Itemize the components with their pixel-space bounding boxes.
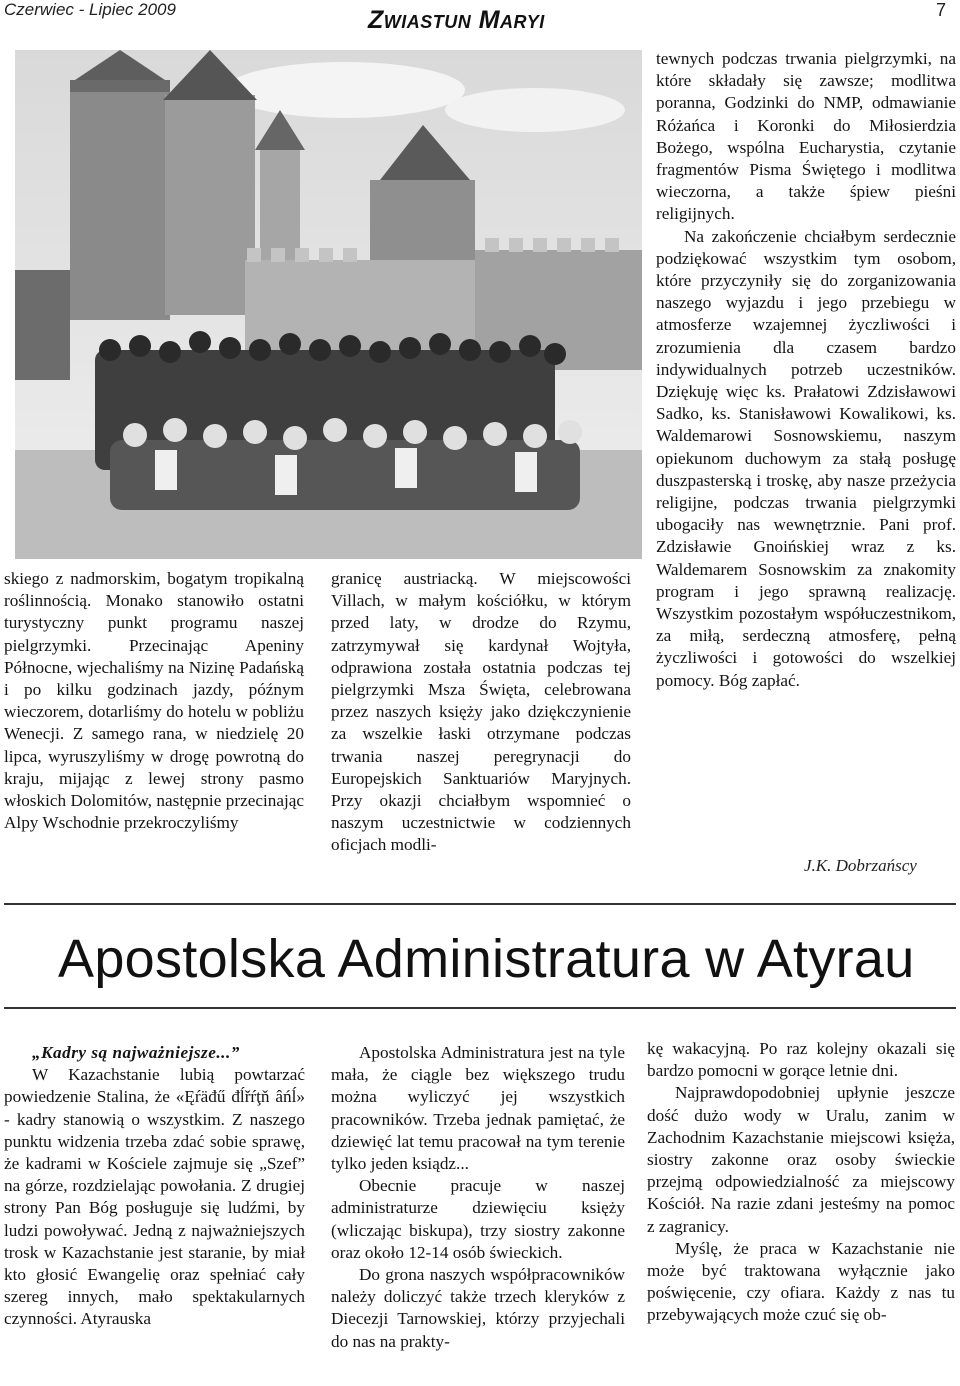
issue-date: Czerwiec - Lipiec 2009: [4, 0, 176, 19]
castle-group-photo-icon: [15, 50, 642, 559]
paragraph: Na zakończenie chciałbym serdecznie podziękować wszystkim tym osobom, które przyczyniły się do zorganizowania naszego wyjazdu i jego przebiegu w atmosferze wzajemnej życzliwości i zrozumienia dla czasem bardzo indywidualnych potrzeb uczestników. Dziękuję więc ks. Prałatowi Zdzisławowi Sadko, ks. Stanisławowi Kowalikowi, ks. Waldemarowi Sosnowskiemu, naszym opiekunom duchowym za stałą posługę duszpasterską i troskę, aby nasze przeżycia religijne, podczas trwania pielgrzymki ubogaciły nas wewnętrznie. Pani prof. Zdzisławie Gnoińskiej wraz z ks. Waldemarem Sosnowskim za znakomity program i jego sprawną realizację. Wszystkim pozostałym współuczestnikom, za miłą, serdeczną atmosferę, pełną życzliwości i gotowości do wszelkiej pomocy. Bóg zapłać.: [656, 226, 956, 690]
article-bottom-column-2: [331, 1042, 625, 1353]
paragraph: Apostolska Administratura jest na tyle mała, że ciągle bez większego trudu można wyliczyć jej wszystkich pracowników. Trzeba jednak pamiętać, że dziewięć lat temu pracował na tym terenie tylko jeden ksiądz...: [331, 1043, 625, 1174]
section-title: Apostolska Administratura w Atyrau: [58, 929, 915, 989]
paragraph: Do grona naszych współpracowników należy doliczyć także trzech kleryków z Diecezji Tarnowskiej, którzy przyjechali do nas na prakty-: [331, 1265, 625, 1351]
paragraph: Myślę, że praca w Kazachstanie nie może być traktowana wyłącznie jako poświęcenie, czy ofiara. Każdy z nas tu przebywających może czuć się ob-: [647, 1238, 955, 1325]
section-divider: [4, 1007, 956, 1009]
article-bottom-column-1: [4, 1042, 305, 1331]
paragraph: skiego z nadmorskim, bogatym tropikalną roślinnością. Monako stanowiło ostatni turystyczny punkt programu naszej pielgrzymki. Przecinając Apeniny Północne, wjechaliśmy na Nizinę Padańską i po kilku godzinach jazdy, późnym wieczorem, dotarliśmy do hotelu w pobliżu Wenecji. Z samego rana, w niedzielę 20 lipca, wyruszyliśmy w drogę powrotną do kraju, mijając z lewej strony pasmo włoskich Dolomitów, następnie przecinając Alpy Wschodnie przekroczyliśmy: [4, 569, 304, 833]
article-top-column-2: [331, 568, 631, 857]
group-photo: [15, 50, 642, 559]
paragraph: tewnych podczas trwania pielgrzymki, na które składały się zawsze; modlitwa poranna, Godzinki do NMP, odmawianie Różańca i Koronki do Miłosierdzia Bożego, wspólna Eucharystia, czytanie fragmentów Pisma Świętego i modlitwa wieczorna, a także śpiew pieśni religijnych.: [656, 49, 956, 224]
article-top-column-3: [656, 48, 956, 692]
section-divider: [4, 903, 956, 905]
paragraph: Obecnie pracuje w naszej administraturze dziewięciu księży (wliczając biskupa), trzy siostry zakonne oraz około 12-14 osób świeckich.: [331, 1176, 625, 1262]
paragraph: kę wakacyjną. Po raz kolejny okazali się bardzo pomocni w gorące letnie dni.: [647, 1039, 955, 1081]
page-number: 7: [936, 0, 947, 20]
subheading: „Kadry są najważniejsze...”: [32, 1043, 240, 1062]
magazine-title: Zwiastun Maryi: [368, 6, 545, 34]
signature: J.K. Dobrzańscy: [804, 856, 917, 875]
paragraph: Najprawdopodobniej upłynie jeszcze dość dużo wody w Uralu, zanim w Zachodnim Kazachstanie miejscowi księża, siostry zakonne oraz osoby świeckie przejmą odpowiedzialność za miejscowy Kościół. Na razie zdani jesteśmy na pomoc z zagranicy.: [647, 1083, 955, 1236]
paragraph: W Kazachstanie lubią powtarzać powiedzenie Stalina, że «Ęŕäđű đĺřŕţň âńĺ» - kadry stanowią o wszystkim. Z naszego punktu widzenia trzeba zdać sobie sprawę, że kadrami w Kościele zajmuje się „Szef” na górze, rozdzielając powołania. Z drugiej strony Pan Bóg posługuje się ludźmi, by ludzi powoływać. Jedną z najważniejszych trosk w Kazachstanie jest staranie, by miał kto głosić Ewangelię oraz spełniać cały szereg innych, mało spektakularnych czynności. Atyrauska: [4, 1065, 305, 1329]
paragraph: granicę austriacką. W miejscowości Villach, w małym kościółku, w którym przed laty, w drodze do Rzymu, zatrzymywał się kardynał Wojtyła, odprawiona została ostatnia podczas tej pielgrzymki Msza Święta, celebrowana przez naszych księży jako dziękczynienie za wszelkie łaski otrzymane podczas trwania naszej peregrynacji do Europejskich Sanktuariów Maryjnych. Przy okazji chciałbym wspomnieć o naszym uczestnictwie w codziennych oficjach modli-: [331, 569, 631, 855]
article-top-column-1: [4, 568, 304, 834]
article-bottom-column-3: [647, 1038, 955, 1327]
